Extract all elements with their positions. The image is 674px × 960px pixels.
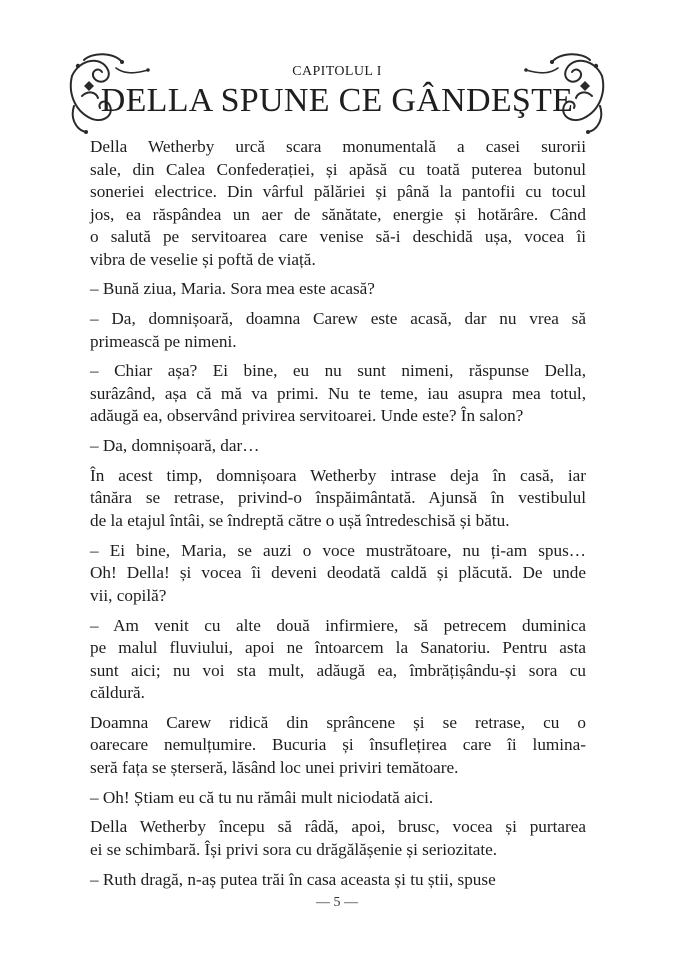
paragraph [90,435,586,458]
text-line: – Da, domnișoară, dar… [90,436,260,456]
text-line: tânăra se retrase, privind-o înspăimântată. Ajunsă în vestibulul [90,488,586,508]
text-line: sunt aici; nu voi sta mult, adăugă ea, îmbrățișându-și sora cu [90,660,586,680]
paragraph [90,136,586,271]
text-line: căldură. [90,683,145,703]
text-line: Della Wetherby urcă scara monumentală a casei surorii [90,137,586,156]
text-line: vii, copilă? [90,585,167,605]
paragraph [90,308,586,353]
paragraph [90,278,586,301]
text-line: ei se schimbară. Își privi sora cu drăgălășenie și seriozitate. [90,839,498,859]
text-line: Oh! Della! și vocea îi deveni deodată caldă și plăcută. De unde [90,563,586,583]
paragraph [90,816,586,861]
text-line: seră fața se șterseră, lăsând loc unei priviri temătoare. [90,757,459,777]
paragraph [90,615,586,705]
text-line: Doamna Carew ridică din sprâncene și se retrase, cu o [90,712,586,732]
text-line: oarecare nemulțumire. Bucuria și însuflețirea care îi lumina- [90,735,586,755]
text-line: soneriei electrice. Din vârful pălăriei și până la pantofii cu tocul [90,182,586,201]
text-line: În acest timp, domnișoara Wetherby intrase deja în casă, iar [90,465,586,485]
text-line: – Am venit cu alte două infirmiere, să petrecem duminica [90,615,586,635]
text-line: surâzând, așa că mă va primi. Nu te teme, iau asupra mea totul, [90,383,586,403]
text-line: – Chiar așa? Ei bine, eu nu sunt nimeni, răspunse Della, [90,361,586,381]
text-line: – Ei bine, Maria, se auzi o voce mustrătoare, nu ți-am spus… [90,540,586,560]
paragraph [90,360,586,428]
body-text [90,136,586,891]
text-line: sale, din Calea Confederației, și apăsă cu toată puterea butonul [90,159,586,179]
text-line: – Bună ziua, Maria. Sora mea este acasă? [90,279,375,299]
paragraph [90,465,586,533]
page-number: — 5 — [316,895,358,910]
text-line: pe malul fluviului, apoi ne întoarcem la Sanatoriu. Pentru asta [90,638,586,658]
text-line: jos, ea răspândea un aer de sănătate, energie și hotărâre. Când [90,204,586,224]
chapter-label: CAPITOLUL I [292,64,382,79]
text-line: de la etajul întâi, se îndreptă către o ușă întredeschisă și bătu. [90,510,510,530]
text-line: Della Wetherby începu să râdă, apoi, brusc, vocea și purtarea [90,817,586,837]
text-line: vibra de veselie și poftă de viață. [90,249,316,269]
paragraph [90,540,586,608]
paragraph [90,787,586,810]
text-line: o salută pe servitoarea care venise să-i deschidă ușa, vocea îi [90,227,586,246]
text-line: adăugă ea, observând privirea servitoarei. Unde este? În salon? [90,406,524,426]
chapter-title: DELLA SPUNE CE GÂNDEŞTE [100,82,574,119]
text-line: – Oh! Știam eu că tu nu rămâi mult niciodată aici. [90,787,434,807]
paragraph [90,869,586,892]
text-line: – Da, domnișoară, doamna Carew este acasă, dar nu vrea să [90,309,586,329]
paragraph [90,712,586,780]
text-line: – Ruth dragă, n-aș putea trăi în casa aceasta și tu știi, spuse [90,869,496,889]
text-line: primească pe nimeni. [90,331,237,351]
